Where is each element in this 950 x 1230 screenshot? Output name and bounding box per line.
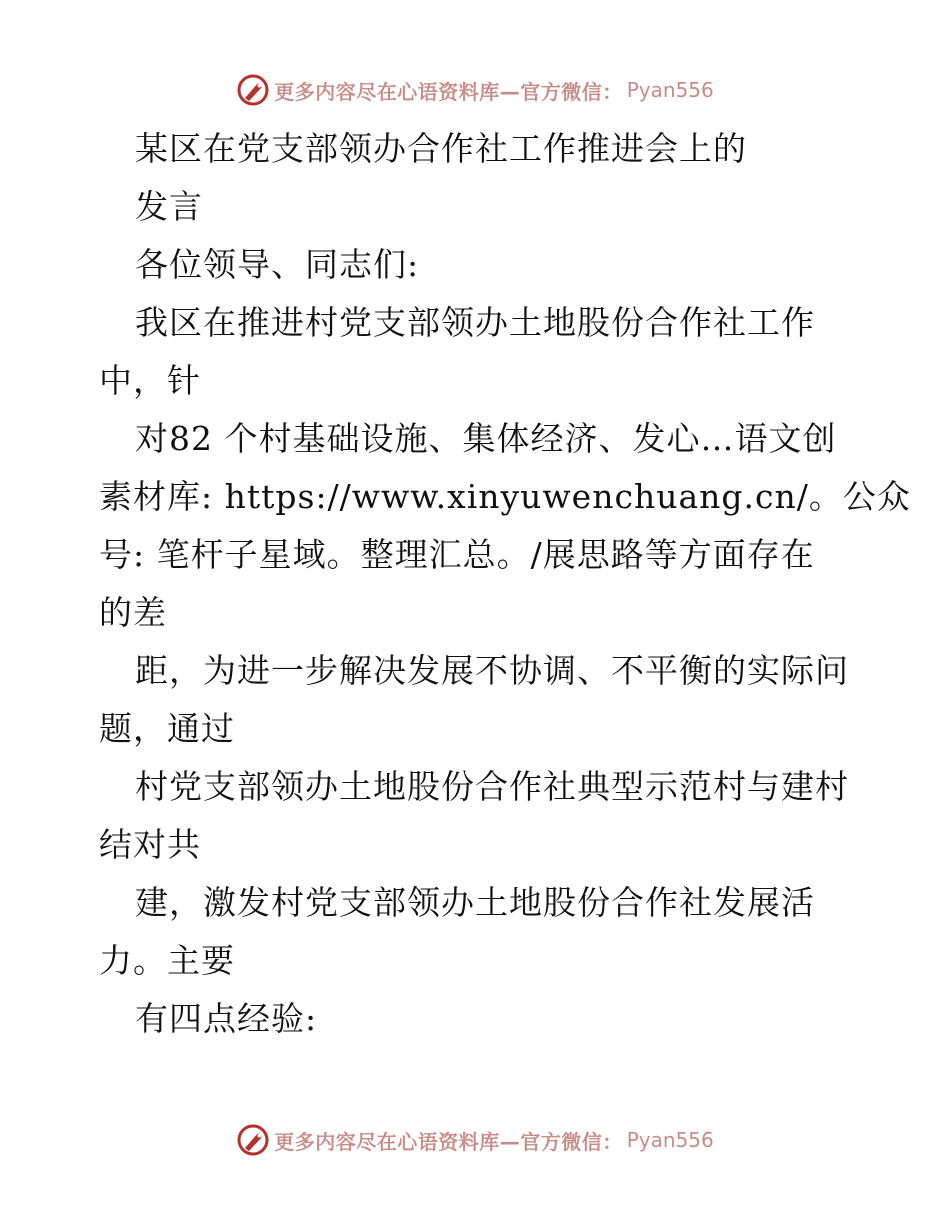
footer-banner-handle: Pyan556 <box>626 1128 714 1152</box>
paragraph-line: 结对共 <box>99 825 201 864</box>
paragraph-line: 有四点经验: <box>135 999 318 1038</box>
header-banner-text: 更多内容尽在心语资料库—官方微信： <box>274 79 623 104</box>
header-banner-inner <box>236 73 714 107</box>
paragraph-line: 力。主要 <box>99 941 235 980</box>
header-banner-handle: Pyan556 <box>626 78 714 102</box>
footer-banner <box>0 1120 950 1160</box>
paragraph-line: 号: 笔杆子星域。整理汇总。/展思路等方面存在 <box>99 535 815 574</box>
footer-banner-text: 更多内容尽在心语资料库—官方微信： <box>274 1129 623 1154</box>
salutation: 各位领导、同志们: <box>135 245 420 284</box>
paragraph-line: 对82 个村基础设施、集体经济、发心…语文创 <box>135 419 837 458</box>
paragraph-line: 中，针 <box>99 361 201 400</box>
paragraph-line: 村党支部领办土地股份合作社典型示范村与建村 <box>135 767 849 806</box>
document-title-line-1: 某区在党支部领办合作社工作推进会上的 <box>135 129 747 168</box>
paragraph-line: 的差 <box>99 593 167 632</box>
header-banner <box>0 70 950 110</box>
document-title-line-2: 发言 <box>135 187 203 226</box>
pen-nib-logo-icon <box>236 1123 270 1157</box>
pen-nib-logo-icon <box>236 73 270 107</box>
paragraph-line: 我区在推进村党支部领办土地股份合作社工作 <box>135 303 815 342</box>
footer-banner-inner <box>236 1123 714 1157</box>
paragraph-line: 建，激发村党支部领办土地股份合作社发展活 <box>135 883 815 922</box>
paragraph-line: 题，通过 <box>99 709 235 748</box>
paragraph-line: 素材库: https://www.xinyuwenchuang.cn/。公众 <box>99 477 911 516</box>
paragraph-line: 距，为进一步解决发展不协调、不平衡的实际问 <box>135 651 849 690</box>
